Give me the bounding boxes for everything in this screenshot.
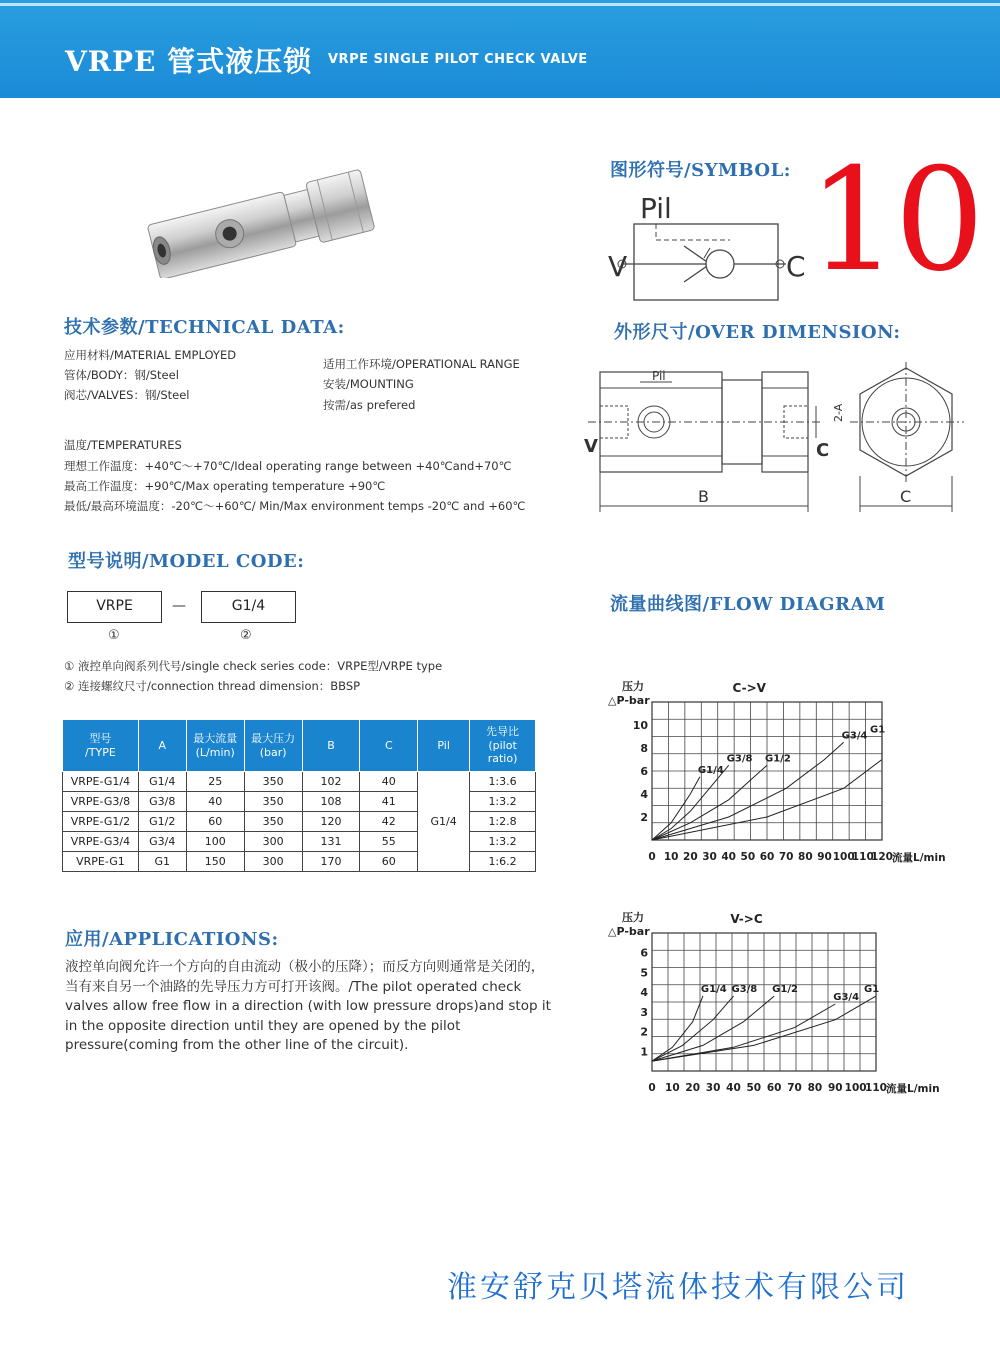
th-max-flow: 最大流量 (L/min) bbox=[186, 720, 244, 772]
x-tick-label: 80 bbox=[807, 1082, 823, 1094]
y-tick-label: 6 bbox=[640, 765, 648, 778]
x-axis-label: 流量L/min bbox=[886, 1083, 940, 1095]
hydraulic-symbol bbox=[600, 188, 810, 306]
y-tick-label: 10 bbox=[632, 719, 648, 732]
tech-right-line: 按需/as prefered bbox=[323, 398, 416, 412]
model-code-note-1: ① 液控单向阀系列代号/single check series code：VRPE型/VRPE type bbox=[64, 659, 443, 673]
x-tick-label: 10 bbox=[663, 851, 679, 863]
table-row bbox=[63, 772, 536, 792]
cell: 150 bbox=[186, 852, 244, 872]
series-label: G1/4 bbox=[700, 984, 727, 996]
cell: G1/2 bbox=[138, 812, 186, 832]
th-a: A bbox=[138, 720, 186, 772]
symbol-pil-label: Pil bbox=[640, 192, 672, 225]
cell: 131 bbox=[302, 832, 360, 852]
symbol-v-label: V bbox=[608, 250, 628, 283]
product-photo bbox=[140, 168, 380, 278]
th-b: B bbox=[302, 720, 360, 772]
cell: 40 bbox=[186, 792, 244, 812]
temp-line: 最高工作温度：+90℃/Max operating temperature +90℃ bbox=[64, 479, 386, 493]
y-tick-label: 1 bbox=[640, 1045, 648, 1059]
tech-right-line: 安装/MOUNTING bbox=[323, 377, 414, 391]
model-code-mark-1: ① bbox=[108, 628, 120, 643]
cell: 170 bbox=[302, 852, 360, 872]
cell: G1 bbox=[138, 852, 186, 872]
cell: 40 bbox=[360, 772, 418, 792]
tech-left-line: 管体/BODY：钢/Steel bbox=[64, 368, 179, 382]
chart-title: C->V bbox=[732, 681, 766, 695]
x-tick-label: 20 bbox=[685, 1082, 701, 1094]
page-subtitle: VRPE SINGLE PILOT CHECK VALVE bbox=[328, 52, 588, 67]
dim-v-label: V bbox=[584, 436, 598, 457]
series-label: G1 bbox=[870, 724, 886, 736]
y-tick-label: 2 bbox=[640, 811, 648, 824]
x-axis-label: 流量L/min bbox=[892, 852, 946, 864]
x-tick-label: 90 bbox=[817, 851, 832, 863]
cell: 1:3.2 bbox=[470, 832, 536, 852]
cell: 350 bbox=[244, 812, 302, 832]
flow-chart-c-to-v bbox=[600, 672, 960, 867]
cell: VRPE-G3/8 bbox=[63, 792, 139, 812]
dim-a-label: 2-A bbox=[832, 403, 845, 422]
x-tick-label: 50 bbox=[740, 851, 756, 863]
th-type: 型号 /TYPE bbox=[63, 720, 139, 772]
table-header-row bbox=[63, 720, 536, 772]
x-tick-label: 110 bbox=[865, 1082, 887, 1094]
series-label: G1/2 bbox=[765, 753, 791, 765]
series-label: G1/2 bbox=[772, 984, 798, 996]
x-tick-label: 10 bbox=[665, 1082, 680, 1094]
cell: 1:3.2 bbox=[470, 792, 536, 812]
th-pil: Pil bbox=[418, 720, 470, 772]
x-tick-label: 30 bbox=[705, 1082, 721, 1094]
x-tick-label: 90 bbox=[827, 1082, 843, 1094]
cell: VRPE-G1/2 bbox=[63, 812, 139, 832]
model-code-note-2: ② 连接螺纹尺寸/connection thread dimension：BBSP bbox=[64, 679, 361, 693]
x-tick-label: 120 bbox=[871, 851, 893, 863]
cell: VRPE-G1 bbox=[63, 852, 139, 872]
y-axis-label: 压力 bbox=[622, 911, 644, 924]
company-name: 淮安舒克贝塔流体技术有限公司 bbox=[447, 1270, 909, 1305]
model-code-mark-2: ② bbox=[240, 628, 252, 643]
x-tick-label: 60 bbox=[766, 1082, 782, 1094]
tech-right-line: 适用工作环境/OPERATIONAL RANGE bbox=[323, 357, 520, 371]
model-code-thread-box: G1/4 bbox=[201, 591, 296, 623]
cell: G3/4 bbox=[138, 832, 186, 852]
dim-b-label: B bbox=[698, 487, 709, 506]
y-tick-label: 5 bbox=[640, 966, 648, 980]
flow-title: 流量曲线图/FLOW DIAGRAM bbox=[610, 594, 886, 615]
flow-chart-v-to-c bbox=[600, 905, 960, 1105]
chart-title: V->C bbox=[730, 912, 763, 926]
cell: 108 bbox=[302, 792, 360, 812]
cell: G3/8 bbox=[138, 792, 186, 812]
th-max-pressure: 最大压力 (bar) bbox=[244, 720, 302, 772]
temp-line: 最低/最高环境温度：-20℃～+60℃/ Min/Max environment temps -20℃ and +60℃ bbox=[64, 499, 526, 513]
cell: 300 bbox=[244, 832, 302, 852]
dim-pil-label: Pil bbox=[652, 369, 666, 383]
x-tick-label: 60 bbox=[759, 851, 775, 863]
th-c: C bbox=[360, 720, 418, 772]
model-code-title: 型号说明/MODEL CODE: bbox=[68, 551, 305, 572]
y-tick-label: 4 bbox=[640, 986, 648, 1000]
cell: G1/4 bbox=[138, 772, 186, 792]
tech-left-line: 应用材料/MATERIAL EMPLOYED bbox=[64, 348, 237, 362]
temp-line: 理想工作温度：+40℃～+70℃/Ideal operating range between +40℃and+70℃ bbox=[64, 459, 512, 473]
x-tick-label: 30 bbox=[702, 851, 717, 863]
series-label: G3/4 bbox=[841, 730, 868, 742]
x-tick-label: 0 bbox=[648, 851, 656, 863]
dim-c-label: C bbox=[816, 440, 830, 461]
y-axis-label: 压力 bbox=[622, 680, 644, 693]
temp-line: 温度/TEMPERATURES bbox=[64, 438, 182, 452]
applications-title: 应用/APPLICATIONS: bbox=[65, 929, 279, 950]
model-code-dash: — bbox=[172, 598, 186, 614]
cell: 42 bbox=[360, 812, 418, 832]
series-label: G3/8 bbox=[731, 984, 758, 996]
x-tick-label: 80 bbox=[798, 851, 813, 863]
applications-text: 液控单向阀允许一个方向的自由流动（极小的压降）；而反方向则通常是关闭的，当有来自另一个油路的先导压力方可打开该阀。/The pilot operated check valves allow free flow in a direction (with low pressure drops)and stop it in the opposite direction until they are opened by the pilot pressure(coming from the other line of the circuit). bbox=[65, 959, 551, 1053]
spec-table bbox=[62, 719, 536, 872]
y-tick-label: 6 bbox=[640, 946, 648, 960]
y-axis-label: △P-bar bbox=[608, 694, 650, 707]
x-tick-label: 100 bbox=[832, 851, 855, 863]
cell: 55 bbox=[360, 832, 418, 852]
header-top-line bbox=[0, 3, 1000, 6]
x-tick-label: 70 bbox=[778, 851, 794, 863]
x-tick-label: 100 bbox=[844, 1082, 867, 1094]
cell: 1:2.8 bbox=[470, 812, 536, 832]
th-pilot-ratio: 先导比 (pilot ratio) bbox=[470, 720, 536, 772]
page-number: 10 bbox=[808, 138, 981, 303]
series-label: G1 bbox=[864, 984, 880, 996]
series-label: G3/4 bbox=[833, 991, 860, 1003]
symbol-c-label: C bbox=[786, 250, 806, 283]
dim-c2-label: C bbox=[900, 487, 912, 506]
tech-left-line: 阀芯/VALVES：钢/Steel bbox=[64, 388, 190, 402]
x-tick-label: 40 bbox=[726, 1082, 741, 1094]
cell: 1:3.6 bbox=[470, 772, 536, 792]
cell: 100 bbox=[186, 832, 244, 852]
x-tick-label: 110 bbox=[851, 851, 874, 863]
series-label: G3/8 bbox=[726, 753, 753, 765]
cell: 350 bbox=[244, 792, 302, 812]
cell: 350 bbox=[244, 772, 302, 792]
cell: 1:6.2 bbox=[470, 852, 536, 872]
series-line bbox=[652, 996, 703, 1061]
cell: 120 bbox=[302, 812, 360, 832]
technical-title: 技术参数/TECHNICAL DATA: bbox=[64, 317, 345, 338]
y-tick-label: 3 bbox=[640, 1005, 648, 1019]
y-axis-label: △P-bar bbox=[608, 925, 650, 938]
x-tick-label: 50 bbox=[746, 1082, 762, 1094]
series-line bbox=[652, 996, 734, 1061]
cell: 41 bbox=[360, 792, 418, 812]
dimension-title: 外形尺寸/OVER DIMENSION: bbox=[614, 322, 901, 343]
y-tick-label: 4 bbox=[640, 788, 648, 801]
y-tick-label: 8 bbox=[640, 742, 648, 755]
cell: 102 bbox=[302, 772, 360, 792]
dimension-drawing bbox=[580, 360, 980, 520]
page-header bbox=[0, 0, 1000, 98]
symbol-title: 图形符号/SYMBOL: bbox=[610, 160, 791, 181]
x-tick-label: 40 bbox=[721, 851, 736, 863]
page-title: VRPE 管式液压锁 bbox=[65, 45, 313, 78]
cell: VRPE-G3/4 bbox=[63, 832, 139, 852]
x-tick-label: 70 bbox=[787, 1082, 802, 1094]
cell: 60 bbox=[360, 852, 418, 872]
cell: 60 bbox=[186, 812, 244, 832]
cell: VRPE-G1/4 bbox=[63, 772, 139, 792]
cell: 300 bbox=[244, 852, 302, 872]
x-tick-label: 0 bbox=[648, 1082, 656, 1094]
cell: 25 bbox=[186, 772, 244, 792]
x-tick-label: 20 bbox=[683, 851, 698, 863]
model-code-series-box: VRPE bbox=[67, 591, 162, 623]
cell-pil-merged: G1/4 bbox=[418, 772, 470, 872]
y-tick-label: 2 bbox=[640, 1025, 648, 1039]
series-label: G1/4 bbox=[697, 764, 724, 776]
